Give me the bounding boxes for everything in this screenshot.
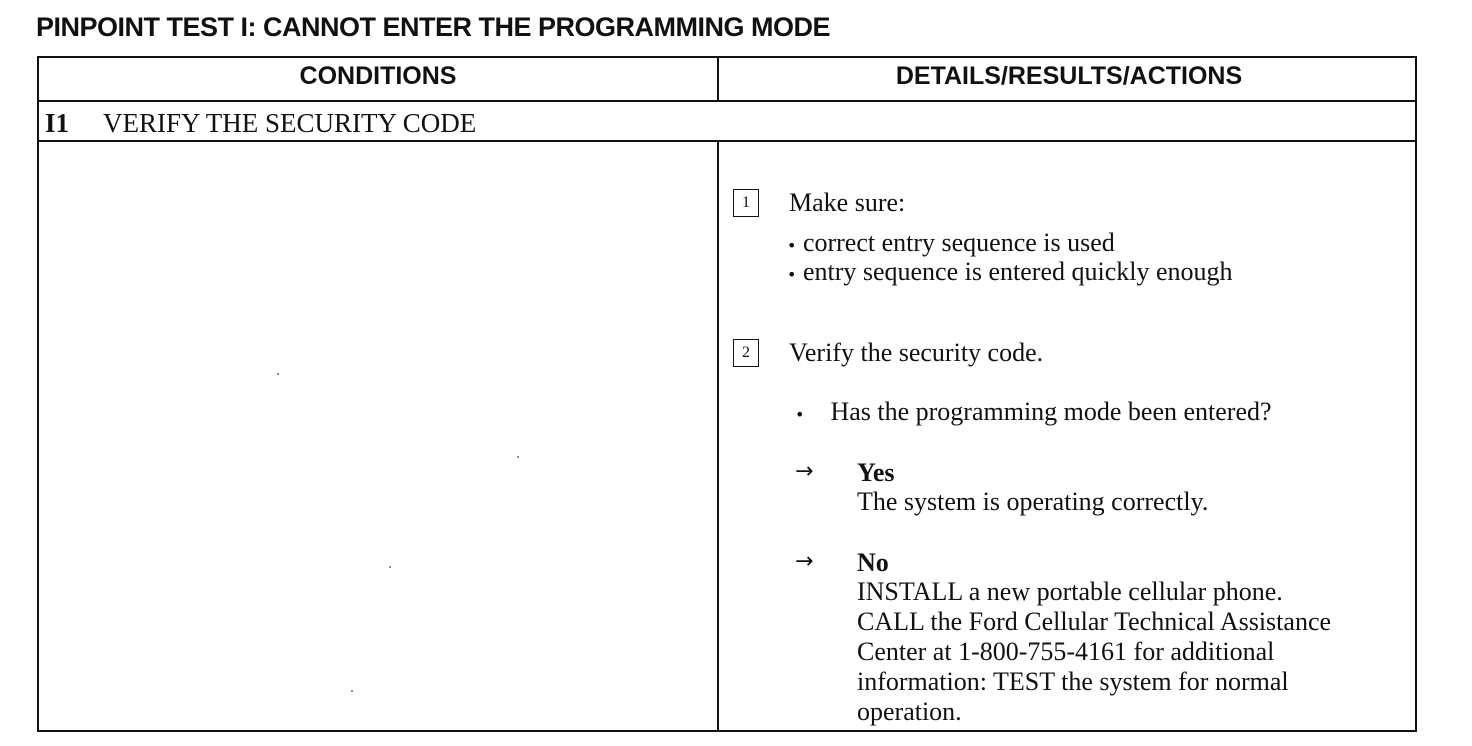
action-text: Verify the security code. xyxy=(789,338,1044,367)
pinpoint-test-table xyxy=(37,56,1417,732)
bullet-icon: • xyxy=(787,236,797,255)
result-text: INSTALL a new portable cellular phone. xyxy=(857,577,1283,606)
action-text: Make sure: xyxy=(789,188,906,217)
result-text: CALL the Ford Cellular Technical Assistance xyxy=(857,607,1332,636)
bullet-icon: • xyxy=(795,405,805,424)
result-text: information: TEST the system for normal xyxy=(857,667,1289,696)
step-number-box: 1 xyxy=(733,189,759,217)
right-arrow-icon: → xyxy=(795,459,814,484)
step-number-box: 2 xyxy=(733,339,759,367)
scan-speck xyxy=(351,690,353,692)
question-item: • Has the programming mode been entered? xyxy=(795,397,1272,426)
scan-speck xyxy=(389,566,391,568)
step-label: VERIFY THE SECURITY CODE xyxy=(103,108,477,138)
bullet-item: • entry sequence is entered quickly enough xyxy=(787,257,1233,286)
step-row xyxy=(45,108,476,139)
header-divider xyxy=(39,100,1415,102)
bullet-item: • correct entry sequence is used xyxy=(787,228,1115,257)
details-header: DETAILS/RESULTS/ACTIONS xyxy=(895,62,1243,90)
result-text: Center at 1-800-755-4161 for additional xyxy=(857,637,1275,666)
page-title: PINPOINT TEST I: CANNOT ENTER THE PROGRAMMING MODE xyxy=(36,12,831,42)
bullet-icon: • xyxy=(787,265,797,284)
step-row-divider xyxy=(39,140,1415,142)
result-text: The system is operating correctly. xyxy=(857,487,1209,516)
step-id: I1 xyxy=(45,108,70,138)
result-answer-yes: Yes xyxy=(857,458,895,487)
right-arrow-icon: → xyxy=(795,549,814,574)
scan-speck xyxy=(277,373,279,375)
body-column-divider xyxy=(717,140,719,730)
conditions-header: CONDITIONS xyxy=(299,62,457,90)
result-text: operation. xyxy=(857,697,962,726)
result-answer-no: No xyxy=(857,548,889,577)
scan-speck xyxy=(517,456,519,458)
